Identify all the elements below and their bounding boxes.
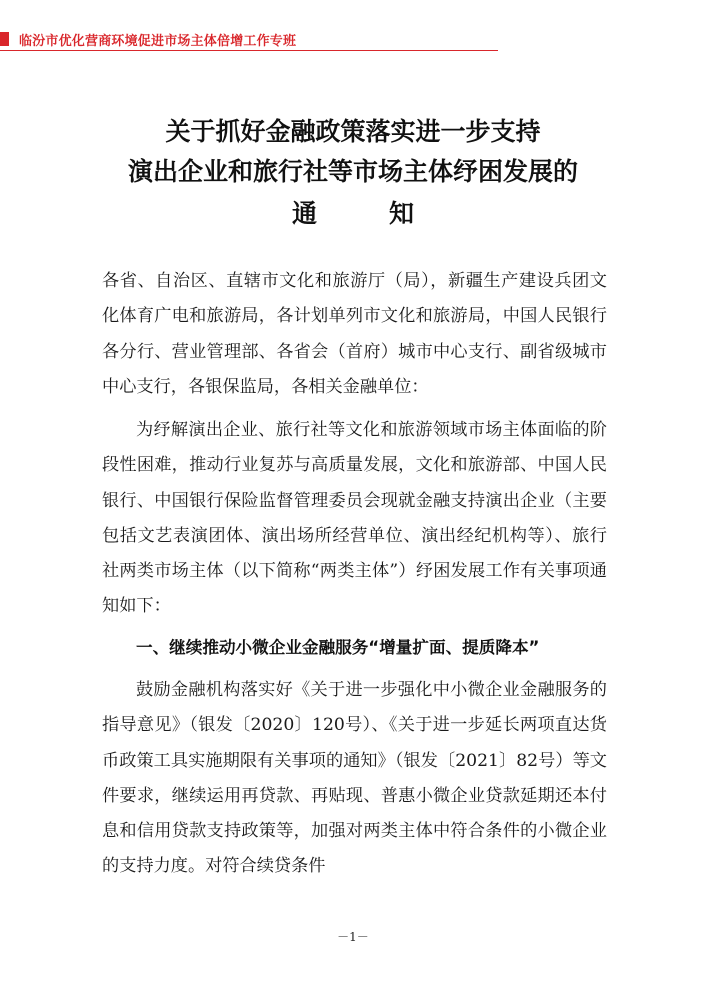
document-title-line-3 bbox=[0, 194, 706, 230]
document-title-line-1: 关于抓好金融政策落实进一步支持 bbox=[165, 117, 541, 146]
document-header bbox=[0, 28, 500, 54]
document-title-line-2: 演出企业和旅行社等市场主体纾困发展的 bbox=[127, 157, 578, 186]
header-organization-name: 临汾市优化营商环境促进市场主体倍增工作专班 bbox=[19, 34, 297, 49]
header-divider-line bbox=[0, 50, 498, 51]
intro-paragraph: 为纾解演出企业、旅行社等文化和旅游领域市场主体面临的阶段性困难，推动行业复苏与高质量发展，文化和旅游部、中国人民银行、中国银行保险监督管理委员会现就金融支持演出企业（主要包括文艺表演团体、演出场所经营单位、演出经纪机构等）、旅行社两类市场主体（以下简称“两类主体”）纾困发展工作有关事项通知如下： bbox=[102, 420, 607, 617]
addressee-paragraph: 各省、自治区、直辖市文化和旅游厅（局），新疆生产建设兵团文化体育广电和旅游局，各计划单列市文化和旅游局，中国人民银行各分行、营业管理部、各省会（首府）城市中心支行、副省级城市中心支行，各银保监局，各相关金融单位： bbox=[102, 271, 607, 397]
section-1-paragraph: 鼓励金融机构落实好《关于进一步强化中小微企业金融服务的指导意见》（银发〔2020〕120号）、《关于进一步延长两项直达货币政策工具实施期限有关事项的通知》（银发〔2021〕82号）等文件要求，继续运用再贷款、再贴现、普惠小微企业贷款延期还本付息和信用贷款支持政策等，加强对两类主体中符合条件的小微企业的支持力度。对符合续贷条件 bbox=[102, 680, 607, 877]
title-char-zhi: 知 bbox=[389, 199, 415, 228]
header-red-marker bbox=[0, 32, 9, 46]
title-char-tong: 通 bbox=[291, 199, 317, 228]
section-1-heading: 一、继续推动小微企业金融服务“增量扩面、提质降本” bbox=[136, 638, 540, 657]
page-number: －1－ bbox=[337, 930, 369, 944]
